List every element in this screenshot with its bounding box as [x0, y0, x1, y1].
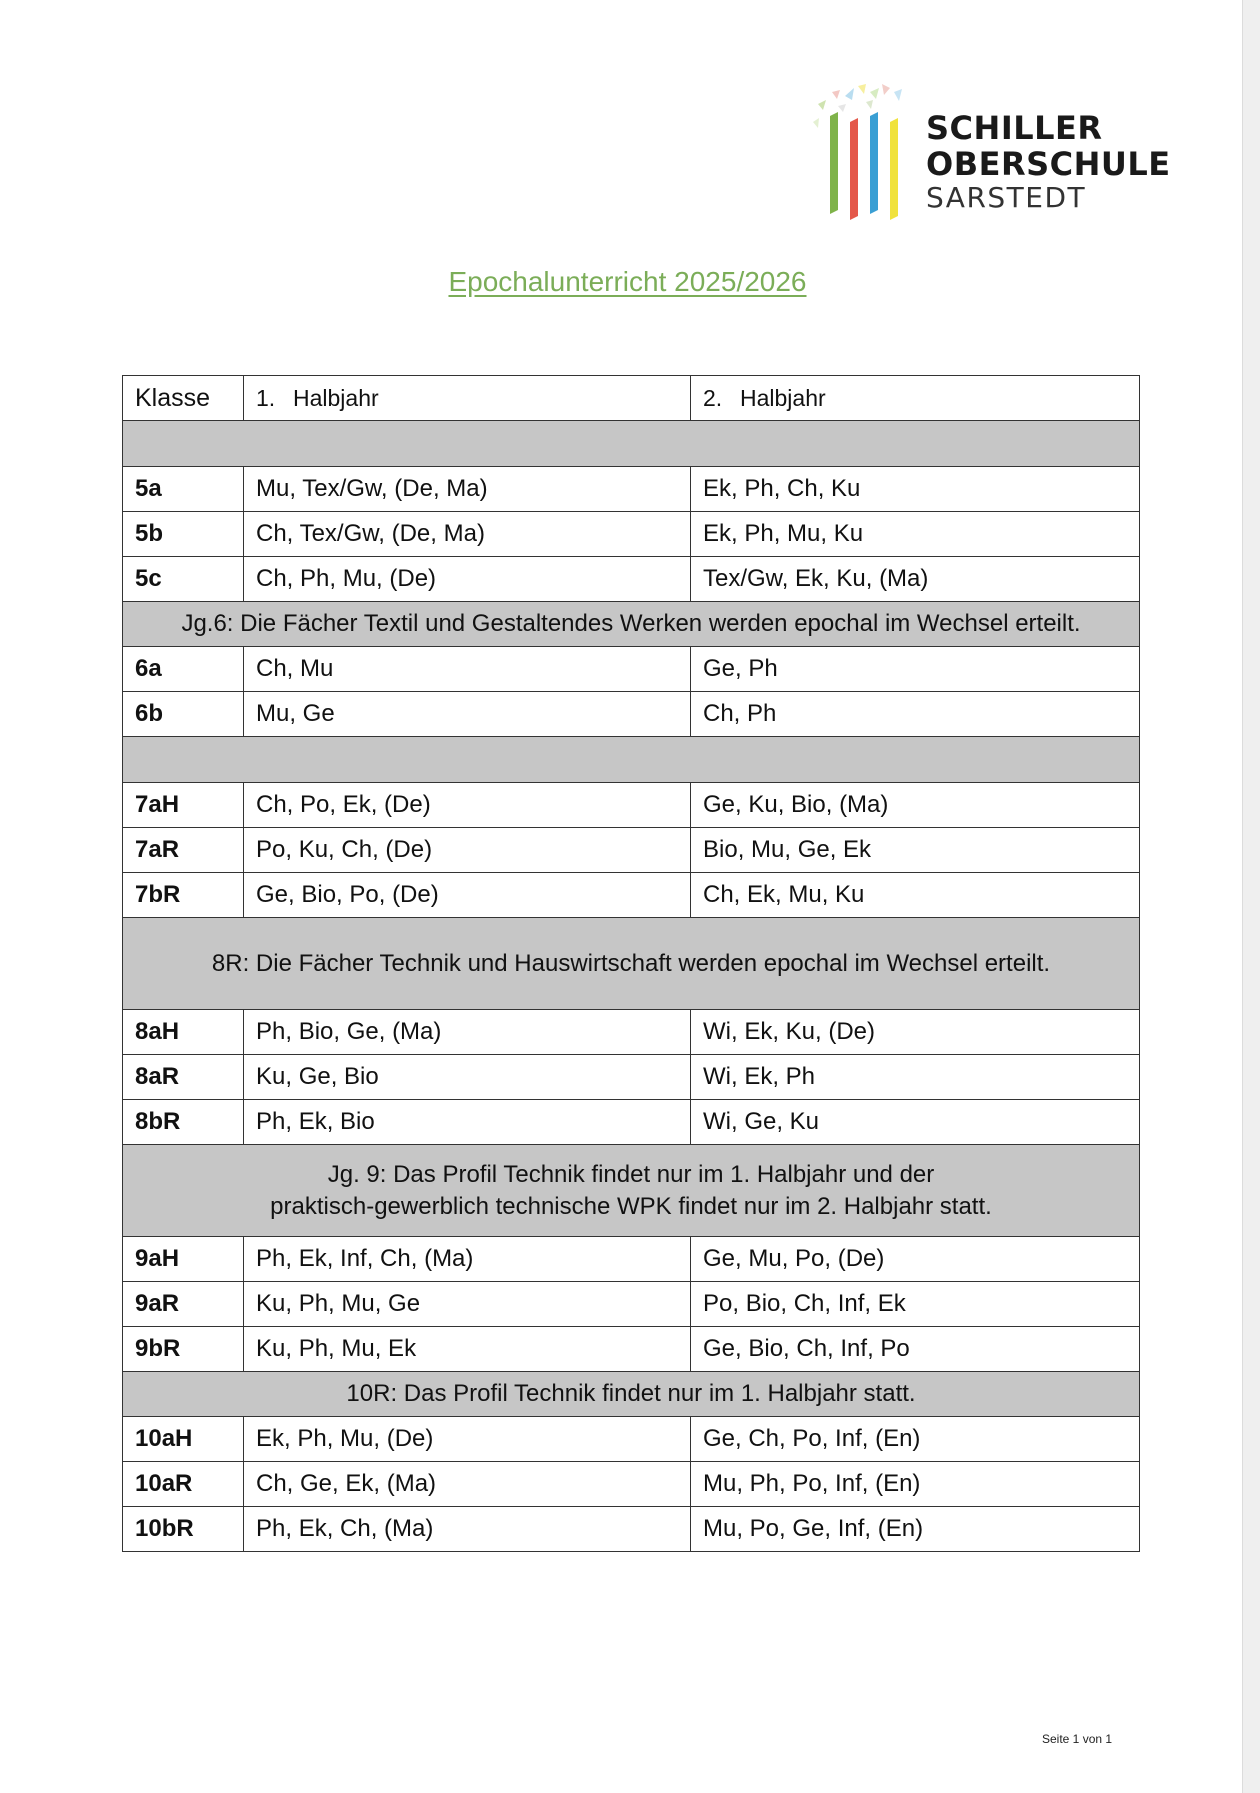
note-jg9 — [123, 1145, 1140, 1237]
note-jg6: Jg.6: Die Fächer Textil und Gestaltendes Werken werden epochal im Wechsel erteilt. — [123, 602, 1140, 647]
halbjahr-1-cell: Ph, Ek, Ch, (Ma) — [244, 1507, 691, 1552]
schedule-table — [122, 375, 1140, 1552]
halbjahr-2-cell: Ek, Ph, Mu, Ku — [691, 512, 1140, 557]
note-row-8r — [123, 918, 1140, 1010]
halbjahr-2-cell: Ch, Ek, Mu, Ku — [691, 873, 1140, 918]
school-logo — [810, 82, 1171, 222]
table-row — [123, 512, 1140, 557]
halbjahr-2-cell: Ch, Ph — [691, 692, 1140, 737]
halbjahr-2-cell: Wi, Ek, Ku, (De) — [691, 1010, 1140, 1055]
header-halbjahr-1 — [244, 376, 691, 421]
table-row — [123, 1417, 1140, 1462]
halbjahr-2-cell: Ge, Bio, Ch, Inf, Po — [691, 1327, 1140, 1372]
logo-line-3: SARSTEDT — [926, 181, 1087, 214]
separator-row — [123, 421, 1140, 467]
table-row — [123, 692, 1140, 737]
halbjahr-1-cell: Ch, Ge, Ek, (Ma) — [244, 1462, 691, 1507]
table-header-row — [123, 376, 1140, 421]
page-number: Seite 1 von 1 — [1042, 1732, 1113, 1746]
klasse-cell: 7bR — [123, 873, 244, 918]
note-row-jg6 — [123, 602, 1140, 647]
klasse-cell: 8aR — [123, 1055, 244, 1100]
header-halbjahr-1-label: Halbjahr — [293, 384, 379, 411]
separator-row — [123, 737, 1140, 783]
logo-bar-green — [830, 112, 838, 214]
klasse-cell: 8aH — [123, 1010, 244, 1055]
table-row — [123, 828, 1140, 873]
logo-bar-yellow — [890, 118, 898, 220]
table-row — [123, 647, 1140, 692]
halbjahr-2-cell: Ge, Mu, Po, (De) — [691, 1237, 1140, 1282]
halbjahr-1-cell: Po, Ku, Ch, (De) — [244, 828, 691, 873]
halbjahr-1-cell: Mu, Tex/Gw, (De, Ma) — [244, 467, 691, 512]
klasse-cell: 10aR — [123, 1462, 244, 1507]
table-row — [123, 1237, 1140, 1282]
logo-line-2: OBERSCHULE — [926, 145, 1171, 183]
halbjahr-1-cell: Ge, Bio, Po, (De) — [244, 873, 691, 918]
halbjahr-1-cell: Ku, Ge, Bio — [244, 1055, 691, 1100]
halbjahr-1-cell: Ek, Ph, Mu, (De) — [244, 1417, 691, 1462]
halbjahr-2-cell: Ge, Ch, Po, Inf, (En) — [691, 1417, 1140, 1462]
klasse-cell: 5b — [123, 512, 244, 557]
page-edge — [1242, 0, 1260, 1793]
halbjahr-2-cell: Bio, Mu, Ge, Ek — [691, 828, 1140, 873]
klasse-cell: 8bR — [123, 1100, 244, 1145]
klasse-cell: 10bR — [123, 1507, 244, 1552]
halbjahr-1-cell: Ku, Ph, Mu, Ek — [244, 1327, 691, 1372]
note-row-10r — [123, 1372, 1140, 1417]
halbjahr-2-cell: Wi, Ge, Ku — [691, 1100, 1140, 1145]
halbjahr-2-cell: Po, Bio, Ch, Inf, Ek — [691, 1282, 1140, 1327]
table-row — [123, 1282, 1140, 1327]
header-halbjahr-2-label: Halbjahr — [740, 384, 826, 411]
table-row — [123, 557, 1140, 602]
logo-bar-red — [850, 118, 858, 220]
halbjahr-1-cell: Ch, Tex/Gw, (De, Ma) — [244, 512, 691, 557]
note-jg9-line-1: Jg. 9: Das Profil Technik findet nur im 1. Halbjahr und der — [327, 1161, 935, 1189]
halbjahr-1-cell: Ku, Ph, Mu, Ge — [244, 1282, 691, 1327]
table-row — [123, 1462, 1140, 1507]
logo-mark-icon — [810, 82, 920, 222]
table-row — [123, 467, 1140, 512]
halbjahr-1-cell: Ch, Po, Ek, (De) — [244, 783, 691, 828]
klasse-cell: 6a — [123, 647, 244, 692]
table-row — [123, 1100, 1140, 1145]
halbjahr-2-cell: Ek, Ph, Ch, Ku — [691, 467, 1140, 512]
halbjahr-1-cell: Ch, Ph, Mu, (De) — [244, 557, 691, 602]
halbjahr-2-cell: Ge, Ku, Bio, (Ma) — [691, 783, 1140, 828]
halbjahr-1-cell: Ch, Mu — [244, 647, 691, 692]
klasse-cell: 9aR — [123, 1282, 244, 1327]
table-row — [123, 1010, 1140, 1055]
klasse-cell: 6b — [123, 692, 244, 737]
table-row — [123, 1055, 1140, 1100]
note-jg9-line-2: praktisch-gewerblich technische WPK findet nur im 2. Halbjahr statt. — [270, 1192, 992, 1220]
page-title: Epochalunterricht 2025/2026 — [448, 266, 807, 297]
klasse-cell: 7aH — [123, 783, 244, 828]
klasse-cell: 9bR — [123, 1327, 244, 1372]
note-8r: 8R: Die Fächer Technik und Hauswirtschaft werden epochal im Wechsel erteilt. — [123, 918, 1140, 1010]
table-row — [123, 1327, 1140, 1372]
header-halbjahr-1-number: 1. — [256, 384, 276, 411]
table-row — [123, 1507, 1140, 1552]
header-halbjahr-2 — [691, 376, 1140, 421]
klasse-cell: 10aH — [123, 1417, 244, 1462]
halbjahr-1-cell: Mu, Ge — [244, 692, 691, 737]
klasse-cell: 5c — [123, 557, 244, 602]
klasse-cell: 9aH — [123, 1237, 244, 1282]
klasse-cell: 5a — [123, 467, 244, 512]
note-10r: 10R: Das Profil Technik findet nur im 1. Halbjahr statt. — [123, 1372, 1140, 1417]
halbjahr-2-cell: Mu, Ph, Po, Inf, (En) — [691, 1462, 1140, 1507]
header-halbjahr-2-number: 2. — [703, 384, 723, 411]
halbjahr-2-cell: Tex/Gw, Ek, Ku, (Ma) — [691, 557, 1140, 602]
logo-line-1: SCHILLER — [926, 109, 1103, 147]
halbjahr-2-cell: Ge, Ph — [691, 647, 1140, 692]
note-row-jg9 — [123, 1145, 1140, 1237]
halbjahr-1-cell: Ph, Bio, Ge, (Ma) — [244, 1010, 691, 1055]
halbjahr-1-cell: Ph, Ek, Bio — [244, 1100, 691, 1145]
halbjahr-2-cell: Wi, Ek, Ph — [691, 1055, 1140, 1100]
table-row — [123, 783, 1140, 828]
klasse-cell: 7aR — [123, 828, 244, 873]
header-klasse: Klasse — [123, 376, 244, 421]
logo-bar-blue — [870, 112, 878, 214]
table-row — [123, 873, 1140, 918]
halbjahr-2-cell: Mu, Po, Ge, Inf, (En) — [691, 1507, 1140, 1552]
halbjahr-1-cell: Ph, Ek, Inf, Ch, (Ma) — [244, 1237, 691, 1282]
